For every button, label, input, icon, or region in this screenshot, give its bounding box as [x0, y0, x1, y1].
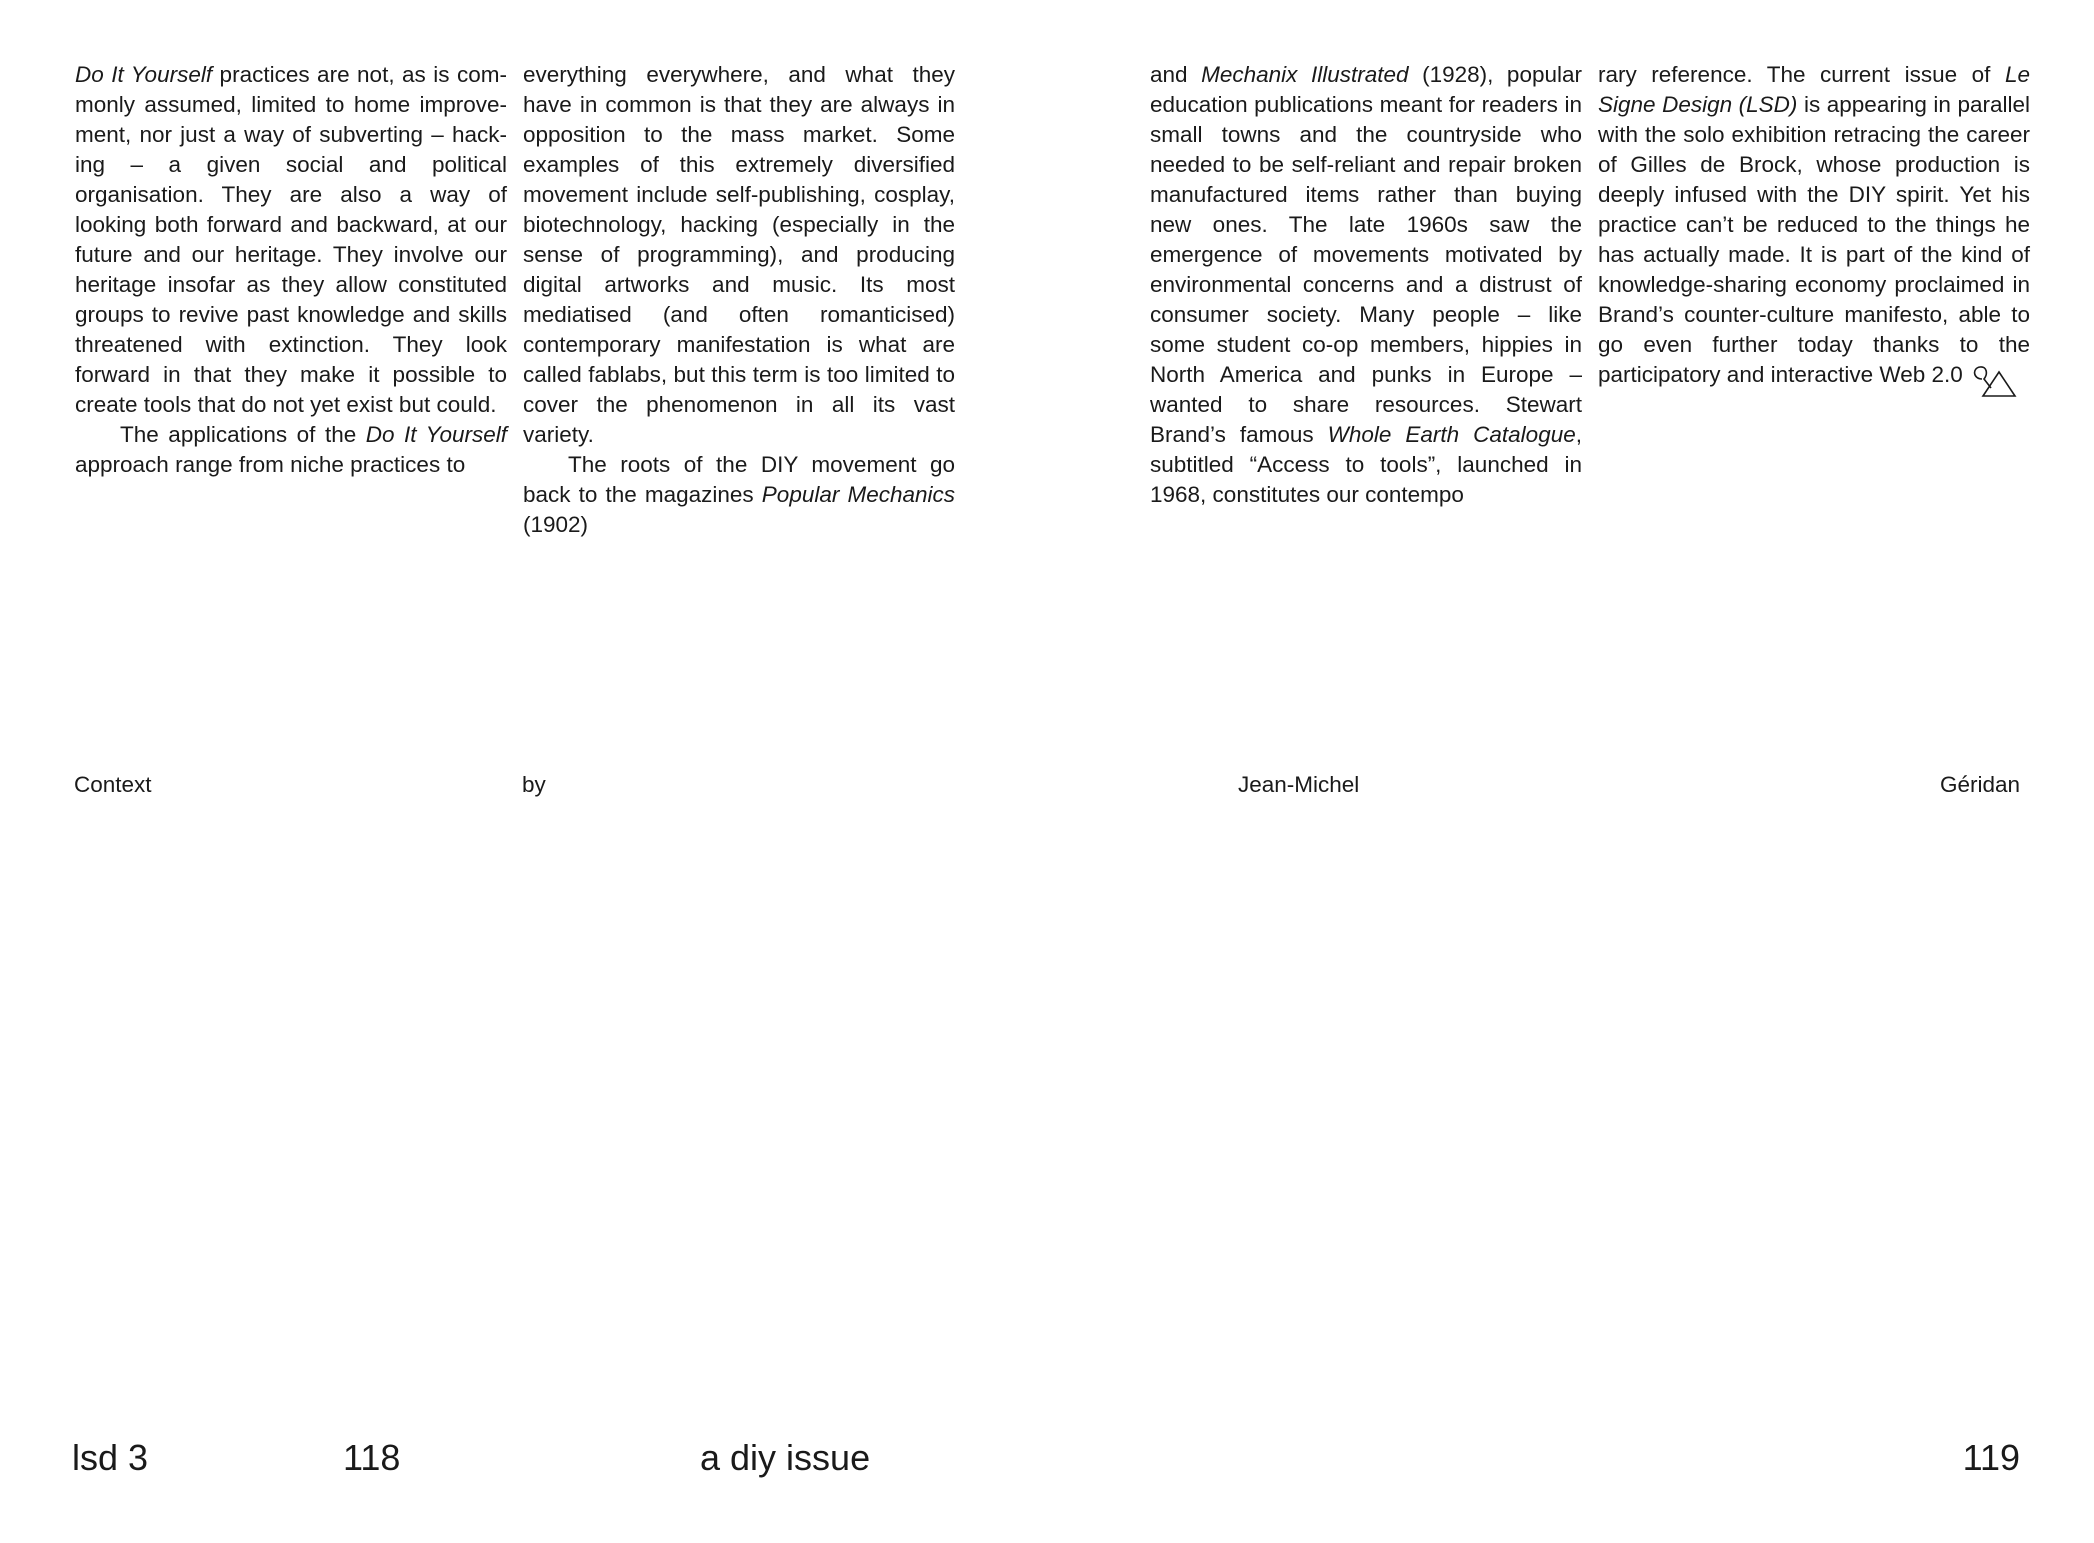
- body-text: and: [1150, 62, 1202, 87]
- running-head-by: by: [522, 772, 546, 797]
- running-head-author-first-name: Jean-Michel: [1238, 772, 1360, 797]
- italic-title-text: Whole Earth Catalogue: [1327, 422, 1576, 447]
- running-head-author-last-name: Géridan: [1939, 772, 2020, 797]
- running-head-section: Context: [74, 772, 152, 797]
- body-text: practices are not, as is commonly assumed, limited to home improvement, nor just a way of subverting – hacking – a given social and political organisation. They are also a way of looking both forward and backward, at our future and our heritage. They involve our heritage insofar as they allow constituted groups to revive past knowledge and skills threatened with extinction. They look forward in that they make it possible to create tools that do not yet exist but could.: [75, 62, 507, 417]
- article-column-1: [75, 60, 507, 480]
- body-text: rary reference. The current issue of: [1598, 62, 2005, 87]
- article-column-2: [523, 60, 955, 540]
- footer-issue-title: a diy issue: [700, 1437, 871, 1478]
- body-text: The roots of the DIY movement go back to the magazines: [523, 452, 955, 507]
- paragraph: [1150, 60, 1582, 510]
- body-text: The applications of the: [120, 422, 366, 447]
- italic-title-text: Do It Yourself: [75, 62, 213, 87]
- paragraph: [75, 420, 507, 480]
- paragraph: [1598, 60, 2030, 402]
- paragraph: [523, 450, 955, 540]
- paragraph: [75, 60, 507, 420]
- article-column-4: [1598, 60, 2030, 402]
- end-of-article-icon: [1969, 362, 2021, 402]
- body-text: approach range from niche practices to: [75, 452, 466, 477]
- body-text: (1928), popular education publications meant for readers in small towns and the countryside who needed to be self-reliant and repair broken manufactured items rather than buying new ones. The late 1960s saw the emergence of movements motivated by environmental concerns and a distrust of consumer society. Many people – like some student co-op members, hippies in North America and punks in Europe – wanted to share resources. Stewart Brand’s famous: [1150, 62, 1582, 447]
- footer-magazine-title: lsd 3: [72, 1437, 149, 1478]
- body-text: (1902): [523, 512, 589, 537]
- left-page-number: 118: [343, 1437, 401, 1478]
- right-page-number: 119: [1962, 1437, 2020, 1478]
- body-text: everything everywhere, and what they have in common is that they are always in opposition to the mass market. Some examples of this extremely diversified movement include self-publishing, cosplay, biotechnology, hacking (especially in the sense of programming), and producing digital artworks and music. Its most mediatised (and often romanticised) contemporary manifestation is what are called fablabs, but this term is too limited to cover the phenomenon in all its vast variety.: [523, 62, 955, 447]
- body-text: , subtitled “Access to tools”, launched in 1968, constitutes our contempo: [1150, 422, 1583, 507]
- article-column-3: [1150, 60, 1582, 510]
- italic-title-text: Do It Yourself: [365, 422, 507, 447]
- paragraph: [523, 60, 955, 450]
- italic-title-text: Mechanix Illustrated: [1201, 62, 1409, 87]
- italic-title-text: Popular Mechanics: [761, 482, 955, 507]
- body-text: is appearing in parallel with the solo exhibition retracing the career of Gilles de Brock, whose production is deeply infused with the DIY spirit. Yet his practice can’t be reduced to the things he has actually made. It is part of the kind of knowledge-sharing economy proclaimed in Brand’s counter-culture manifesto, able to go even further today thanks to the participatory and interactive Web 2.0: [1598, 92, 2030, 387]
- italic-title-text: Le Signe Design (LSD): [1598, 62, 2030, 117]
